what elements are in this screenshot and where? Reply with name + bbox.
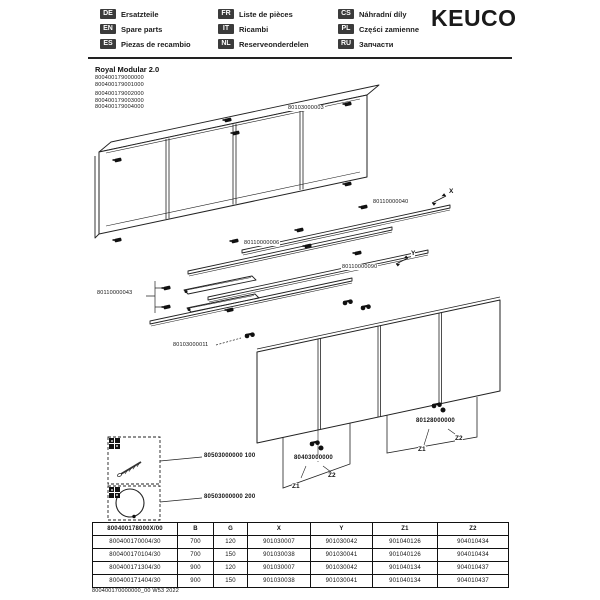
table-cell: 901030041 bbox=[311, 549, 373, 562]
dim-y-label: Y bbox=[411, 250, 416, 257]
dim-x-arrow bbox=[432, 193, 446, 205]
hinge-icon bbox=[441, 408, 446, 413]
part-label-hinge-right: 80128000000 bbox=[416, 418, 455, 424]
language-label-en: Spare parts bbox=[121, 24, 163, 34]
col-header-x: X bbox=[248, 523, 311, 536]
keuco-logo: KEUCO bbox=[431, 5, 517, 31]
position-marker-icon bbox=[109, 487, 120, 498]
col-header-g: G bbox=[214, 523, 248, 536]
part-label-rail-top: 80110000040 bbox=[373, 199, 409, 205]
language-badge-cs: CS bbox=[338, 9, 354, 19]
language-label-ru: Запчасти bbox=[359, 39, 394, 49]
table-cell: 800400170104/30 bbox=[93, 549, 178, 562]
table-cell: 800400170004/30 bbox=[93, 536, 178, 549]
language-badge-de: DE bbox=[100, 9, 116, 19]
mirror-door-assembly bbox=[257, 297, 500, 462]
language-label-de: Ersatzteile bbox=[121, 9, 159, 19]
table-cell: 120 bbox=[214, 562, 248, 575]
variant-number: 800400179003000 bbox=[95, 97, 144, 104]
table-cell: 900 bbox=[178, 562, 214, 575]
part-label-rail-middle: 80110000006 bbox=[244, 240, 280, 246]
part-label-door-hinge: 80103000011 bbox=[173, 342, 209, 348]
document-code: 800400170000000_00 W53 2022 bbox=[92, 588, 180, 594]
language-label-it: Ricambi bbox=[239, 24, 269, 34]
table-row bbox=[93, 562, 509, 575]
screw-icon bbox=[162, 304, 171, 309]
col-header-y: Y bbox=[311, 523, 373, 536]
table-cell: 901040134 bbox=[373, 562, 438, 575]
table-cell: 901030007 bbox=[248, 536, 311, 549]
table-row bbox=[93, 575, 509, 588]
variant-number: 800400179004000 bbox=[95, 104, 144, 110]
part-label-hinge-left: 80403000000 bbox=[294, 455, 333, 461]
screw-icon bbox=[162, 285, 171, 290]
parts-table-wrapper bbox=[92, 522, 509, 588]
table-cell: 150 bbox=[214, 575, 248, 588]
language-badge-it: IT bbox=[218, 24, 234, 34]
table-cell: 904010437 bbox=[438, 575, 509, 588]
screw-icon bbox=[113, 237, 122, 242]
language-badge-fr: FR bbox=[218, 9, 234, 19]
dim-z1-label: Z1 bbox=[418, 446, 426, 453]
table-cell: 904010434 bbox=[438, 536, 509, 549]
screw-icon bbox=[295, 227, 304, 232]
parts-table bbox=[92, 522, 509, 588]
cabinet-carcass bbox=[95, 85, 379, 238]
table-cell: 800400171304/30 bbox=[93, 562, 178, 575]
dim-y-arrow bbox=[396, 255, 408, 266]
table-row bbox=[93, 549, 509, 562]
table-cell: 150 bbox=[214, 549, 248, 562]
dim-x-label: X bbox=[449, 188, 454, 195]
dim-z2-label: Z2 bbox=[455, 435, 463, 442]
table-cell: 901030042 bbox=[311, 536, 373, 549]
shelf-pin-icon bbox=[185, 290, 188, 293]
profile-rails bbox=[150, 205, 450, 326]
shelf-pin-icon bbox=[188, 308, 191, 311]
table-cell: 901030007 bbox=[248, 562, 311, 575]
variant-number: 800400179001000 bbox=[95, 81, 144, 88]
screw-icon bbox=[230, 238, 239, 243]
table-cell: 901040126 bbox=[373, 536, 438, 549]
hinge-icon bbox=[361, 304, 371, 310]
language-label-nl: Reserveonderdelen bbox=[239, 39, 309, 49]
table-cell: 700 bbox=[178, 549, 214, 562]
variant-number: 800400179000000 bbox=[95, 75, 144, 81]
table-cell: 901030038 bbox=[248, 549, 311, 562]
position-marker-icon bbox=[109, 438, 120, 449]
language-label-cs: Náhradní díly bbox=[359, 9, 407, 19]
table-cell: 901030042 bbox=[311, 562, 373, 575]
table-cell: 904010434 bbox=[438, 549, 509, 562]
table-cell: 900 bbox=[178, 575, 214, 588]
col-header-b: B bbox=[178, 523, 214, 536]
dim-z2-label: Z2 bbox=[328, 472, 336, 479]
language-badge-en: EN bbox=[100, 24, 116, 34]
table-cell: 901030041 bbox=[311, 575, 373, 588]
screw-icon bbox=[353, 250, 362, 255]
language-badge-es: ES bbox=[100, 39, 116, 49]
table-header-row bbox=[93, 523, 509, 536]
table-cell: 901040134 bbox=[373, 575, 438, 588]
table-cell: 901040126 bbox=[373, 549, 438, 562]
hinge-icon bbox=[245, 332, 255, 338]
dim-z1-label: Z1 bbox=[292, 483, 300, 490]
leader-line bbox=[216, 338, 241, 345]
table-cell: 800400171404/30 bbox=[93, 575, 178, 588]
table-cell: 120 bbox=[214, 536, 248, 549]
product-title: Royal Modular 2.0 bbox=[95, 65, 160, 74]
language-label-fr: Liste de pièces bbox=[239, 9, 293, 19]
variant-number: 800400179002000 bbox=[95, 91, 144, 97]
hinge-icon bbox=[343, 299, 353, 305]
part-label-cabinet: 80103000003 bbox=[288, 105, 324, 111]
part-label-shelf: 80110000043 bbox=[97, 290, 133, 296]
language-badge-nl: NL bbox=[218, 39, 234, 49]
col-header-z2: Z2 bbox=[438, 523, 509, 536]
language-label-pl: Części zamienne bbox=[359, 24, 420, 34]
col-header-z1: Z1 bbox=[373, 523, 438, 536]
language-badge-pl: PL bbox=[338, 24, 354, 34]
table-cell: 901030038 bbox=[248, 575, 311, 588]
language-label-es: Piezas de recambio bbox=[121, 39, 191, 49]
language-badge-ru: RU bbox=[338, 39, 354, 49]
part-label-rail-bottom: 80110000090 bbox=[342, 264, 378, 270]
part-label-accessory-ring: 80503000000 200 bbox=[204, 494, 256, 500]
col-header-model: 800400178000X/00 bbox=[93, 523, 178, 536]
table-row bbox=[93, 536, 509, 549]
table-cell: 904010437 bbox=[438, 562, 509, 575]
accessory-boxes bbox=[108, 437, 202, 520]
screw-icon bbox=[359, 204, 368, 209]
hinge-icon bbox=[319, 446, 324, 451]
table-cell: 700 bbox=[178, 536, 214, 549]
part-label-accessory-screws: 80503000000 100 bbox=[204, 453, 256, 459]
